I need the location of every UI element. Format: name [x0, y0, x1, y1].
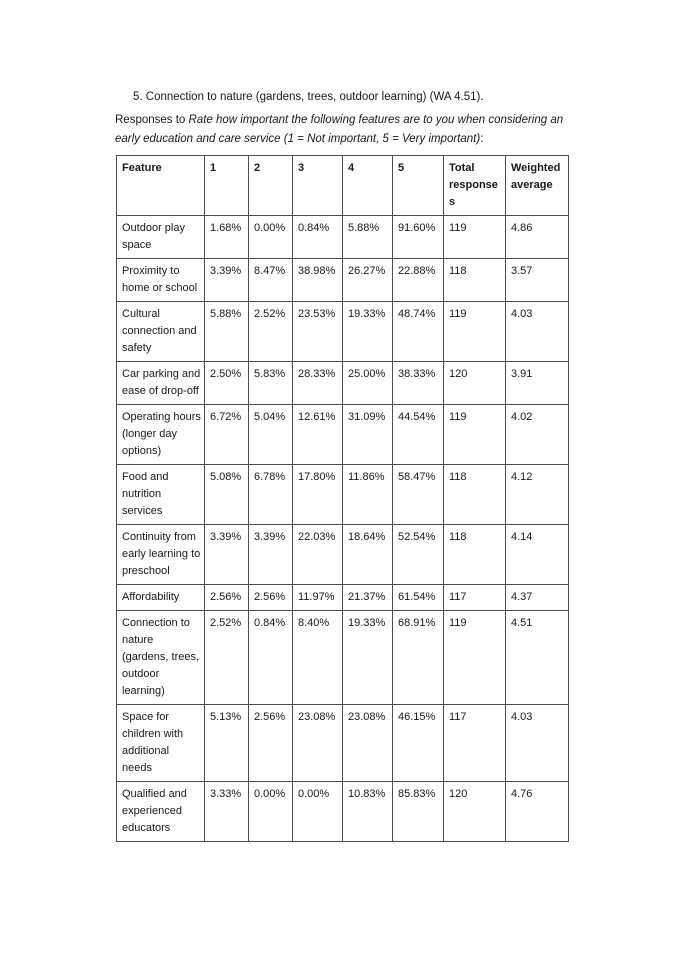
table-body	[117, 216, 569, 842]
feature-cell: Continuity from early learning to preschool	[117, 525, 205, 585]
column-header: Weighted average	[506, 156, 569, 216]
value-cell: 2.56%	[249, 705, 293, 782]
value-cell: 4.51	[506, 611, 569, 705]
value-cell: 4.12	[506, 465, 569, 525]
value-cell: 117	[444, 705, 506, 782]
value-cell: 2.56%	[249, 585, 293, 611]
value-cell: 25.00%	[343, 362, 393, 405]
value-cell: 119	[444, 405, 506, 465]
value-cell: 19.33%	[343, 611, 393, 705]
value-cell: 4.03	[506, 705, 569, 782]
intro-paragraph	[115, 111, 581, 149]
value-cell: 120	[444, 362, 506, 405]
value-cell: 2.50%	[205, 362, 249, 405]
value-cell: 6.78%	[249, 465, 293, 525]
column-header: Feature	[117, 156, 205, 216]
value-cell: 0.84%	[293, 216, 343, 259]
value-cell: 4.02	[506, 405, 569, 465]
feature-cell: Car parking and ease of drop-off	[117, 362, 205, 405]
feature-cell: Qualified and experienced educators	[117, 782, 205, 842]
table-row	[117, 302, 569, 362]
value-cell: 2.56%	[205, 585, 249, 611]
value-cell: 91.60%	[393, 216, 444, 259]
feature-cell: Operating hours (longer day options)	[117, 405, 205, 465]
column-header: Total responses	[444, 156, 506, 216]
value-cell: 46.15%	[393, 705, 444, 782]
value-cell: 0.00%	[249, 216, 293, 259]
table-row	[117, 585, 569, 611]
feature-cell: Space for children with additional needs	[117, 705, 205, 782]
value-cell: 4.76	[506, 782, 569, 842]
value-cell: 5.83%	[249, 362, 293, 405]
value-cell: 26.27%	[343, 259, 393, 302]
value-cell: 23.08%	[343, 705, 393, 782]
value-cell: 23.08%	[293, 705, 343, 782]
value-cell: 6.72%	[205, 405, 249, 465]
table-header	[117, 156, 569, 216]
table-row	[117, 259, 569, 302]
value-cell: 0.00%	[249, 782, 293, 842]
value-cell: 52.54%	[393, 525, 444, 585]
feature-cell: Affordability	[117, 585, 205, 611]
value-cell: 0.00%	[293, 782, 343, 842]
value-cell: 8.47%	[249, 259, 293, 302]
value-cell: 5.88%	[343, 216, 393, 259]
feature-cell: Proximity to home or school	[117, 259, 205, 302]
intro-prefix: Responses to	[115, 114, 189, 126]
value-cell: 117	[444, 585, 506, 611]
value-cell: 5.13%	[205, 705, 249, 782]
table-row	[117, 362, 569, 405]
value-cell: 21.37%	[343, 585, 393, 611]
table-row	[117, 611, 569, 705]
intro-suffix: :	[480, 133, 484, 145]
value-cell: 38.33%	[393, 362, 444, 405]
table-row	[117, 705, 569, 782]
table-row	[117, 465, 569, 525]
value-cell: 3.39%	[205, 259, 249, 302]
value-cell: 2.52%	[205, 611, 249, 705]
value-cell: 11.86%	[343, 465, 393, 525]
value-cell: 4.37	[506, 585, 569, 611]
value-cell: 18.64%	[343, 525, 393, 585]
feature-cell: Connection to nature (gardens, trees, outdoor learning)	[117, 611, 205, 705]
value-cell: 3.57	[506, 259, 569, 302]
value-cell: 85.83%	[393, 782, 444, 842]
value-cell: 68.91%	[393, 611, 444, 705]
value-cell: 5.88%	[205, 302, 249, 362]
feature-cell: Outdoor play space	[117, 216, 205, 259]
value-cell: 31.09%	[343, 405, 393, 465]
table-row	[117, 405, 569, 465]
value-cell: 19.33%	[343, 302, 393, 362]
value-cell: 4.03	[506, 302, 569, 362]
value-cell: 3.39%	[249, 525, 293, 585]
value-cell: 119	[444, 302, 506, 362]
feature-cell: Cultural connection and safety	[117, 302, 205, 362]
value-cell: 118	[444, 465, 506, 525]
header-row	[117, 156, 569, 216]
value-cell: 5.08%	[205, 465, 249, 525]
column-header: 3	[293, 156, 343, 216]
value-cell: 58.47%	[393, 465, 444, 525]
value-cell: 11.97%	[293, 585, 343, 611]
value-cell: 2.52%	[249, 302, 293, 362]
value-cell: 0.84%	[249, 611, 293, 705]
value-cell: 12.61%	[293, 405, 343, 465]
column-header: 5	[393, 156, 444, 216]
value-cell: 17.80%	[293, 465, 343, 525]
value-cell: 4.14	[506, 525, 569, 585]
value-cell: 119	[444, 611, 506, 705]
value-cell: 118	[444, 525, 506, 585]
column-header: 4	[343, 156, 393, 216]
survey-results-table	[116, 155, 569, 842]
value-cell: 44.54%	[393, 405, 444, 465]
value-cell: 3.33%	[205, 782, 249, 842]
section-heading: 5. Connection to nature (gardens, trees, outdoor learning) (WA 4.51).	[133, 91, 484, 103]
table-row	[117, 782, 569, 842]
value-cell: 1.68%	[205, 216, 249, 259]
value-cell: 61.54%	[393, 585, 444, 611]
value-cell: 119	[444, 216, 506, 259]
table-row	[117, 525, 569, 585]
value-cell: 48.74%	[393, 302, 444, 362]
value-cell: 3.39%	[205, 525, 249, 585]
feature-cell: Food and nutrition services	[117, 465, 205, 525]
value-cell: 3.91	[506, 362, 569, 405]
value-cell: 120	[444, 782, 506, 842]
value-cell: 28.33%	[293, 362, 343, 405]
value-cell: 118	[444, 259, 506, 302]
value-cell: 4.86	[506, 216, 569, 259]
value-cell: 38.98%	[293, 259, 343, 302]
column-header: 2	[249, 156, 293, 216]
value-cell: 22.88%	[393, 259, 444, 302]
value-cell: 23.53%	[293, 302, 343, 362]
value-cell: 8.40%	[293, 611, 343, 705]
column-header: 1	[205, 156, 249, 216]
table-row	[117, 216, 569, 259]
intro-question: Rate how important the following features are to you when considering an early education and care service (1 = Not important, 5 = Very important)	[115, 114, 564, 145]
value-cell: 5.04%	[249, 405, 293, 465]
value-cell: 22.03%	[293, 525, 343, 585]
value-cell: 10.83%	[343, 782, 393, 842]
